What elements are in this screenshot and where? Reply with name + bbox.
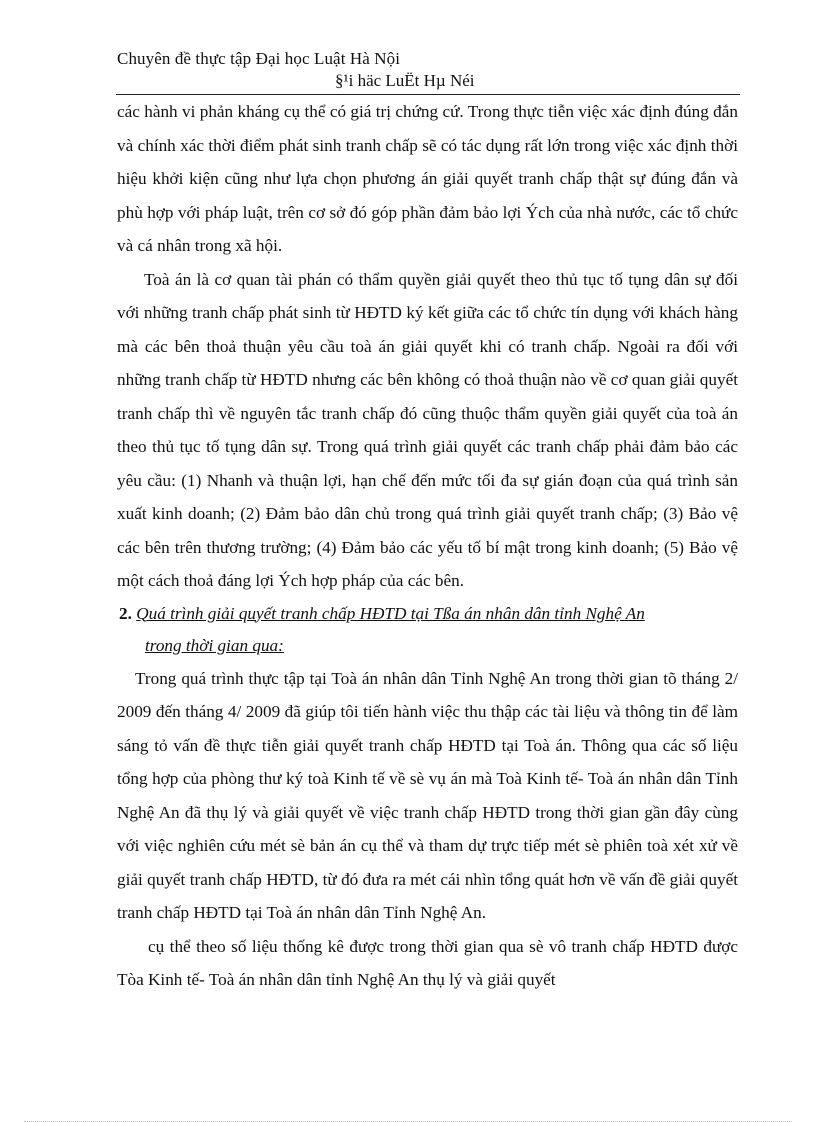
header-title-legacy-encoding: §¹i häc LuËt Hµ Néi	[335, 71, 475, 90]
document-body	[117, 95, 738, 997]
paragraph-1: các hành vi phản kháng cụ thể có giá trị chứng cứ. Trong thực tiễn việc xác định đúng đắn và chính xác thời điểm phát sinh tranh chấp sẽ có tác dụng rất lớn trong việc xác định thời hiệu khởi kiện cũng như lựa chọn phương án giải quyết tranh chấp thật sự đúng đắn và phù hợp với pháp luật, trên cơ sở đó góp phần đảm bảo lợi Ých của nhà nước, các tổ chức và cá nhân trong xã hội.	[117, 102, 738, 255]
paragraph-3: Trong quá trình thực tập tại Toà án nhân dân Tỉnh Nghệ An trong thời gian tõ tháng 2/ 2009 đến tháng 4/ 2009 đã giúp tôi tiến hành việc thu thập các tài liệu và thông tin để làm sáng tỏ vấn đề thực tiễn giải quyết tranh chấp HĐTD tại Toà án. Thông qua các số liệu tổng hợp của phòng thư ký toà Kinh tế về sè vụ án mà Toà Kinh tế- Toà án nhân dân Tỉnh Nghệ An đã thụ lý và giải quyết về việc tranh chấp HĐTD trong thời gian gần đây cùng với việc nghiên cứu mét sè bản án cụ thể và tham dự trực tiếp mét sè phiên toà xét xử về giải quyết tranh chấp HĐTD, từ đó đưa ra mét cái nhìn tổng quát hơn về vấn đề giải quyết tranh chấp HĐTD tại Toà án nhân dân Tỉnh Nghệ An.	[117, 668, 738, 922]
paragraph-4: cụ thể theo số liệu thống kê được trong thời gian qua sè vô tranh chấp HĐTD được Tòa Kinh tế- Toà án nhân dân tỉnh Nghệ An thụ lý và giải quyết	[117, 936, 738, 989]
section-title: Quá trình giải quyết tranh chấp HĐTD tại Tßa án nhân dân tỉnh Nghệ An	[136, 603, 645, 623]
header-title: Chuyên đề thực tập Đại học Luật Hà Nội	[117, 49, 401, 68]
page-bottom-border	[24, 1121, 792, 1122]
paragraph-2: Toà án là cơ quan tài phán có thẩm quyền giải quyết theo thủ tục tố tụng dân sự đối với những tranh chấp phát sinh từ HĐTD ký kết giữa các tổ chức tín dụng với khách hàng mà các bên thoả thuận yêu cầu toà án giải quyết khi có tranh chấp. Ngoài ra đối với những tranh chấp từ HĐTD nhưng các bên không có thoả thuận nào về cơ quan giải quyết tranh chấp thì về nguyên tắc tranh chấp đó cũng thuộc thẩm quyền giải quyết của toà án theo thủ tục tố tụng dân sự. Trong quá trình giải quyết các tranh chấp phải đảm bảo các yêu cầu: (1) Nhanh và thuận lợi, hạn chế đến mức tối đa sự gián đoạn của quá trình sản xuất kinh doanh; (2) Đảm bảo dân chủ trong quá trình giải quyết tranh chấp; (3) Bảo vệ các bên trên thương trường; (4) Đảm bảo các yếu tố bí mật trong kinh doanh; (5) Bảo vệ một cách thoả đáng lợi Ých hợp pháp của các bên.	[117, 269, 738, 590]
section-number: 2.	[119, 603, 132, 623]
section-title-continuation: trong thời gian qua:	[145, 635, 284, 655]
section-heading	[117, 598, 738, 662]
